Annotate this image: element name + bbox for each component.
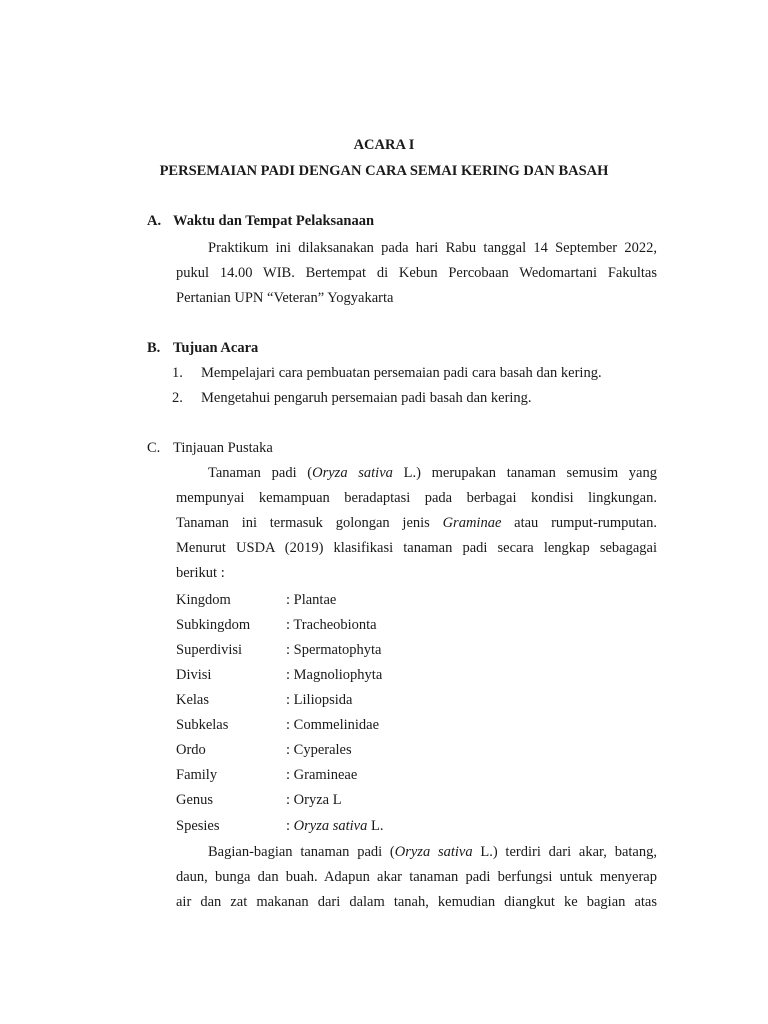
section-a-letter: A.	[147, 213, 162, 229]
chapter-subtitle: PERSEMAIAN PADI DENGAN CARA SEMAI KERING DAN BASAH	[159, 163, 609, 179]
taxonomy-rank: Subkingdom	[176, 617, 251, 633]
taxonomy-row	[176, 717, 379, 734]
paragraph-line: Bagian-bagian tanaman padi (Oryza sativa L.) terdiri dari akar, batang,	[208, 844, 657, 860]
paragraph-line: Menurut USDA (2019) klasifikasi tanaman padi secara lengkap sebagagai	[176, 540, 657, 556]
list-item	[172, 365, 602, 382]
section-b-heading	[147, 340, 258, 357]
taxonomy-value: : Oryza sativa L.	[286, 818, 384, 834]
taxonomy-row	[176, 742, 352, 759]
section-b-letter: B.	[147, 340, 161, 356]
paragraph-line: Tanaman padi (Oryza sativa L.) merupakan tanaman semusim yang	[208, 465, 657, 481]
chapter-title: ACARA I	[353, 137, 415, 153]
taxonomy-rank: Kelas	[176, 692, 210, 708]
taxonomy-rank: Genus	[176, 792, 214, 808]
taxonomy-row	[176, 617, 377, 634]
taxonomy-row	[176, 642, 381, 659]
taxonomy-row	[176, 592, 336, 609]
taxonomy-value: : Magnoliophyta	[286, 667, 383, 683]
section-b-title: Tujuan Acara	[173, 340, 259, 356]
taxonomy-value: : Cyperales	[286, 742, 352, 758]
taxonomy-value: : Oryza L	[286, 792, 342, 808]
taxonomy-value: : Spermatophyta	[286, 642, 382, 658]
taxonomy-rank: Ordo	[176, 742, 206, 758]
paragraph-line: berikut :	[176, 565, 225, 581]
list-text: Mempelajari cara pembuatan persemaian padi cara basah dan kering.	[201, 365, 602, 381]
section-a-title: Waktu dan Tempat Pelaksanaan	[173, 213, 375, 229]
taxonomy-value: : Tracheobionta	[286, 617, 377, 633]
section-c-paragraph-1	[176, 461, 657, 586]
list-text: Mengetahui pengaruh persemaian padi basah dan kering.	[201, 390, 532, 406]
section-c-letter: C.	[147, 440, 161, 456]
paragraph-line: Tanaman ini termasuk golongan jenis Graminae atau rumput-rumputan.	[176, 515, 657, 531]
taxonomy-value: : Liliopsida	[286, 692, 353, 708]
taxonomy-row-species	[176, 818, 383, 835]
section-a-heading	[147, 213, 374, 230]
taxonomy-row	[176, 767, 357, 784]
taxonomy-rank: Spesies	[176, 818, 220, 834]
paragraph-line: pukul 14.00 WIB. Bertempat di Kebun Percobaan Wedomartani Fakultas	[176, 265, 657, 281]
section-a-paragraph	[176, 236, 657, 311]
taxonomy-rank: Superdivisi	[176, 642, 243, 658]
taxonomy-value: : Plantae	[286, 592, 337, 608]
taxonomy-row	[176, 792, 342, 809]
paragraph-line: air dan zat makanan dari dalam tanah, kemudian diangkut ke bagian atas	[176, 894, 657, 910]
paragraph-line: mempunyai kemampuan beradaptasi pada berbagai kondisi lingkungan.	[176, 490, 657, 506]
taxonomy-value: : Gramineae	[286, 767, 358, 783]
list-number: 1.	[172, 365, 183, 381]
paragraph-line: daun, bunga dan buah. Adapun akar tanaman padi berfungsi untuk menyerap	[176, 869, 657, 885]
taxonomy-rank: Kingdom	[176, 592, 231, 608]
taxonomy-row	[176, 667, 382, 684]
section-c-heading	[147, 440, 273, 457]
taxonomy-value: : Commelinidae	[286, 717, 380, 733]
list-item	[172, 390, 532, 407]
paragraph-line: Pertanian UPN “Veteran” Yogyakarta	[176, 290, 394, 306]
section-c-paragraph-2	[176, 840, 657, 915]
taxonomy-row	[176, 692, 352, 709]
paragraph-line: Praktikum ini dilaksanakan pada hari Rabu tanggal 14 September 2022,	[208, 240, 657, 256]
taxonomy-rank: Divisi	[176, 667, 212, 683]
list-number: 2.	[172, 390, 183, 406]
taxonomy-rank: Family	[176, 767, 218, 783]
section-c-title: Tinjauan Pustaka	[173, 440, 273, 456]
taxonomy-rank: Subkelas	[176, 717, 229, 733]
